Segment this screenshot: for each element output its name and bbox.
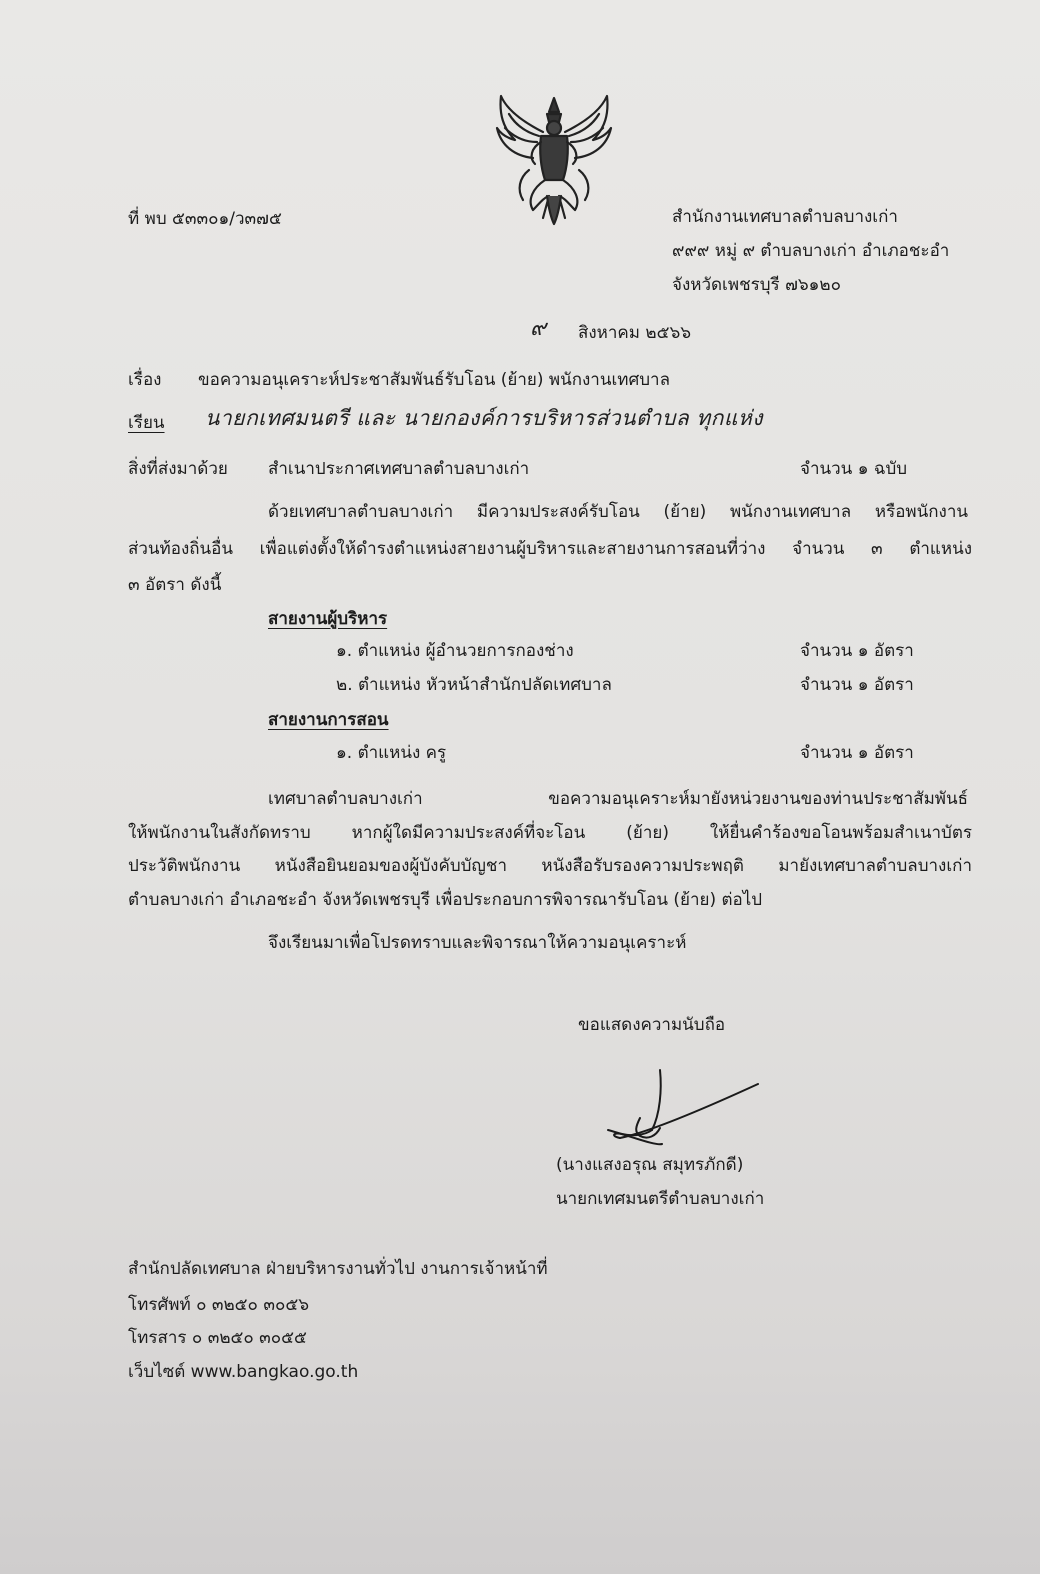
footer-department: สำนักปลัดเทศบาล ฝ่ายบริหารงานทั่วไป งานการเจ้าหน้าที่ xyxy=(128,1259,548,1279)
section-title-executive: สายงานผู้บริหาร xyxy=(268,609,388,629)
paragraph1-line3: ๓ อัตรา ดังนี้ xyxy=(128,575,222,595)
paragraph2-line3: ประวัติพนักงาน หนังสือยินยอมของผู้บังคับบัญชา หนังสือรับรองความประพฤติ มายังเทศบาลตำบลบางเก่า xyxy=(128,856,972,876)
subject-text: ขอความอนุเคราะห์ประชาสัมพันธ์รับโอน (ย้าย) พนักงานเทศบาล xyxy=(198,370,671,390)
to-label: เรียน xyxy=(128,413,165,433)
regards-text: ขอแสดงความนับถือ xyxy=(578,1015,726,1035)
list-item-count: จำนวน ๑ อัตรา xyxy=(800,743,914,763)
closing-paragraph: จึงเรียนมาเพื่อโปรดทราบและพิจารณาให้ความอนุเคราะห์ xyxy=(268,933,687,953)
signature-icon xyxy=(600,1066,765,1150)
garuda-emblem-icon xyxy=(493,92,615,226)
list-item-label: ๑. ตำแหน่ง ครู xyxy=(336,743,447,763)
paragraph2-line1: เทศบาลตำบลบางเก่า ขอความอนุเคราะห์มายังหน่วยงานของท่านประชาสัมพันธ์ xyxy=(268,789,968,809)
office-name: สำนักงานเทศบาลตำบลบางเก่า xyxy=(672,207,898,227)
paragraph2-line4: ตำบลบางเก่า อำเภอชะอำ จังหวัดเพชรบุรี เพื่อประกอบการพิจารณารับโอน (ย้าย) ต่อไป xyxy=(128,890,763,910)
enclosure-text: สำเนาประกาศเทศบาลตำบลบางเก่า xyxy=(268,459,530,479)
footer-phone: โทรศัพท์ ๐ ๓๒๕๐ ๓๐๕๖ xyxy=(128,1295,309,1315)
date-day: ๙ xyxy=(530,316,547,341)
list-item-count: จำนวน ๑ อัตรา xyxy=(800,641,914,661)
section-title-teaching: สายงานการสอน xyxy=(268,710,389,730)
date-month-year: สิงหาคม ๒๕๖๖ xyxy=(578,323,692,343)
list-item-label: ๒. ตำแหน่ง หัวหน้าสำนักปลัดเทศบาล xyxy=(336,675,612,695)
footer-website: เว็บไซต์ www.bangkao.go.th xyxy=(128,1362,359,1382)
list-item-count: จำนวน ๑ อัตรา xyxy=(800,675,914,695)
paragraph1-line2: ส่วนท้องถิ่นอื่น เพื่อแต่งตั้งให้ดำรงตำแหน่งสายงานผู้บริหารและสายงานการสอนที่ว่าง จำนวน ๓ ตำแหน่ง xyxy=(128,539,972,559)
enclosure-label: สิ่งที่ส่งมาด้วย xyxy=(128,459,228,479)
list-item-label: ๑. ตำแหน่ง ผู้อำนวยการกองช่าง xyxy=(336,641,574,661)
office-province: จังหวัดเพชรบุรี ๗๖๑๒๐ xyxy=(672,275,842,295)
enclosure-count: จำนวน ๑ ฉบับ xyxy=(800,459,908,479)
signer-title: นายกเทศมนตรีตำบลบางเก่า xyxy=(556,1189,765,1209)
paragraph2-line2: ให้พนักงานในสังกัดทราบ หากผู้ใดมีความประสงค์ที่จะโอน (ย้าย) ให้ยื่นคำร้องขอโอนพร้อมสำเนาบัตร xyxy=(128,823,972,843)
signer-name: (นางแสงอรุณ สมุทรภักดี) xyxy=(556,1155,744,1175)
footer-fax: โทรสาร ๐ ๓๒๕๐ ๓๐๕๕ xyxy=(128,1328,307,1348)
paragraph1-line1: ด้วยเทศบาลตำบลบางเก่า มีความประสงค์รับโอน (ย้าย) พนักงานเทศบาล หรือพนักงาน xyxy=(268,502,968,522)
document-number: ที่ พบ ๕๓๓๐๑/ว๓๗๕ xyxy=(128,209,282,229)
subject-label: เรื่อง xyxy=(128,370,162,390)
to-recipient-handwritten: นายกเทศมนตรี และ นายกองค์การบริหารส่วนตำบล ทุกแห่ง xyxy=(205,406,764,430)
office-address: ๙๙๙ หมู่ ๙ ตำบลบางเก่า อำเภอชะอำ xyxy=(672,241,950,261)
